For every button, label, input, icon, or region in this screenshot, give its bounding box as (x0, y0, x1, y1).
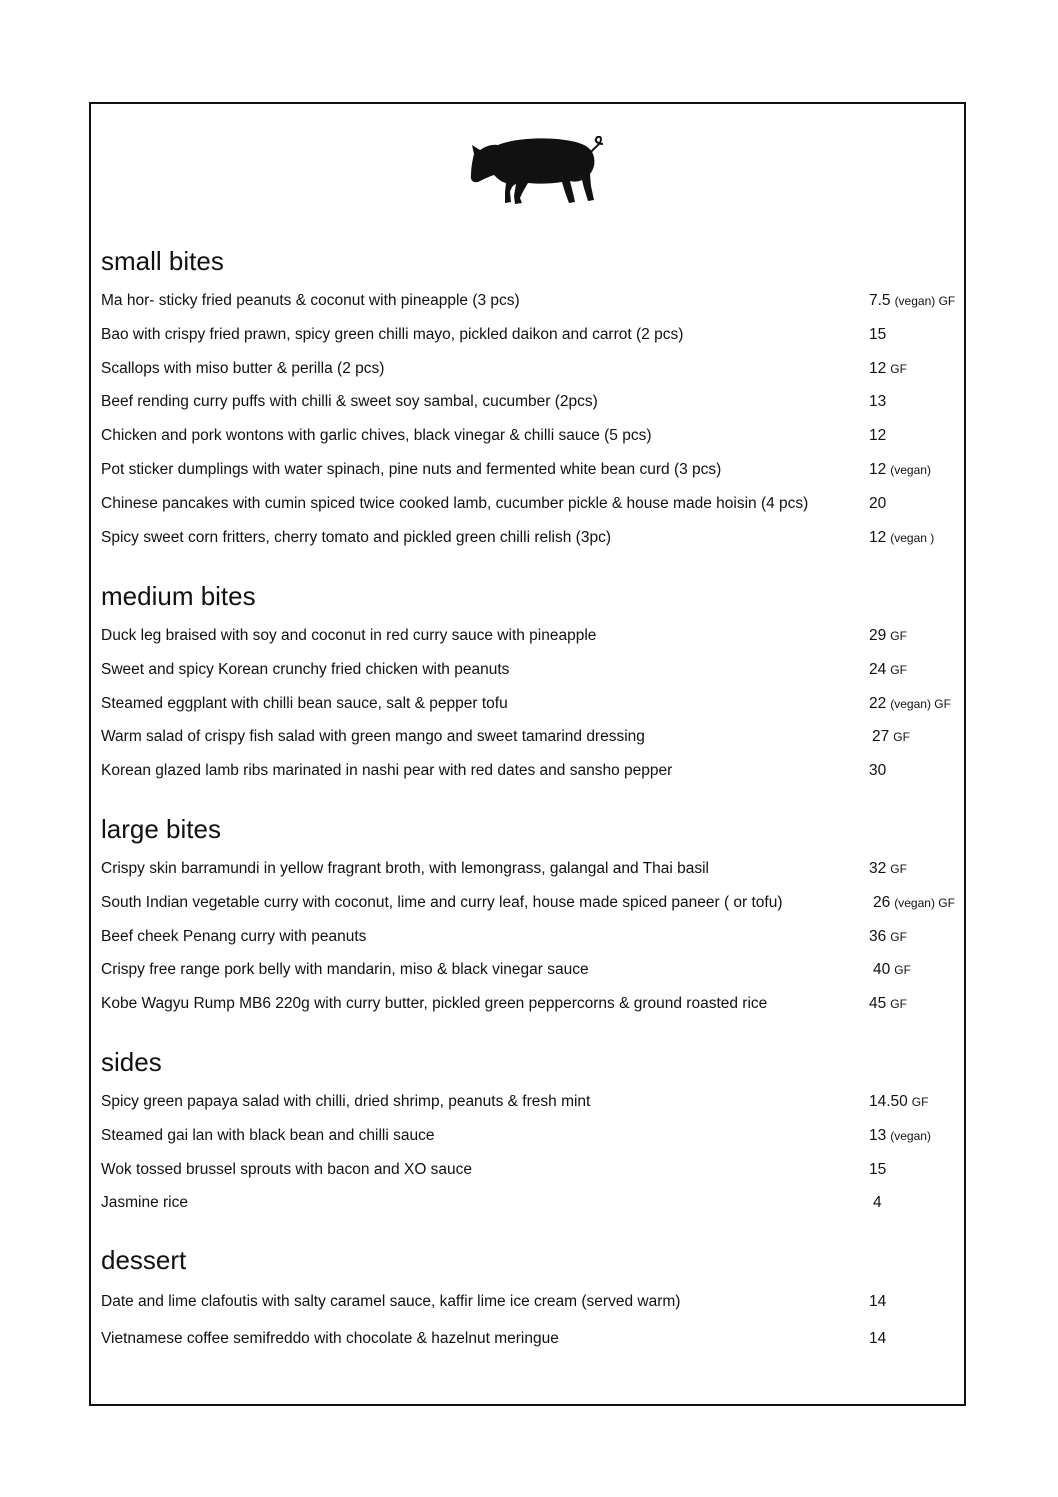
menu-item-price: 4 (873, 1194, 882, 1212)
menu-item-price: 29 GF (869, 627, 907, 644)
menu-item-name: Ma hor- sticky fried peanuts & coconut with pineapple (3 pcs) (101, 292, 520, 309)
menu-item-name: Pot sticker dumplings with water spinach, pine nuts and fermented white bean curd (3 pcs) (101, 460, 722, 478)
menu-item (101, 619, 961, 653)
menu-item-name: Sweet and spicy Korean crunchy fried chicken with peanuts (101, 660, 510, 678)
menu-item-name: Wok tossed brussel sprouts with bacon and XO sauce (101, 1160, 473, 1178)
menu-item-price: 14 (869, 1330, 887, 1347)
section-heading: medium bites (101, 581, 256, 611)
section-heading: small bites (101, 246, 224, 276)
menu-item-name: Warm salad of crispy fish salad with green mango and sweet tamarind dressing (101, 728, 645, 746)
menu-item-name: Crispy free range pork belly with mandarin, miso & black vinegar sauce (101, 961, 589, 979)
menu-item-name: Bao with crispy fried prawn, spicy green chilli mayo, pickled daikon and carrot (2 pcs) (101, 325, 684, 343)
section-heading: dessert (101, 1245, 187, 1275)
menu-item-name: Vietnamese coffee semifreddo with chocolate & hazelnut meringue (101, 1330, 559, 1347)
menu-item (101, 886, 961, 920)
pig-icon (470, 136, 606, 206)
menu-item (101, 987, 961, 1021)
menu-item (101, 687, 961, 721)
menu-item-price: 24 GF (869, 660, 907, 678)
menu-item-price: 20 (869, 494, 887, 512)
menu-section (101, 812, 961, 1021)
menu-item (101, 453, 961, 487)
menu-item-name: Beef cheek Penang curry with peanuts (101, 927, 367, 945)
menu-item-name: Spicy sweet corn fritters, cherry tomato and pickled green chilli relish (3pc) (101, 528, 611, 546)
menu-item-name: Kobe Wagyu Rump MB6 220g with curry butter, pickled green peppercorns & ground roasted rice (101, 995, 768, 1013)
menu-item-price: 7.5 (vegan) GF (869, 292, 956, 309)
menu-section (101, 244, 961, 554)
menu-item (101, 653, 961, 687)
menu-item-price: 40 GF (873, 961, 911, 979)
menu-item (101, 1119, 961, 1153)
menu-item (101, 852, 961, 886)
menu-item (101, 352, 961, 386)
menu-item-name: Duck leg braised with soy and coconut in red curry sauce with pineapple (101, 627, 597, 644)
menu-item (101, 419, 961, 453)
menu-item-price: 15 (869, 1160, 887, 1178)
menu-item-price: 30 (869, 762, 887, 780)
menu-item (101, 920, 961, 954)
menu-item-price: 12 (vegan ) (869, 528, 935, 546)
menu-item-name: Steamed eggplant with chilli bean sauce, salt & pepper tofu (101, 694, 508, 712)
menu-item-price: 26 (vegan) GF (873, 893, 955, 911)
menu-item (101, 318, 961, 352)
menu-item (101, 1283, 961, 1320)
menu-item-price: 14.50 GF (869, 1093, 929, 1110)
menu-item-price: 15 (869, 325, 887, 343)
menu-item (101, 953, 961, 987)
menu-item (101, 720, 961, 754)
menu-item-price: 27 GF (872, 728, 910, 746)
menu-item (101, 284, 961, 318)
menu-item-price: 13 (vegan) (869, 1126, 931, 1144)
menu-section (101, 579, 961, 788)
menu-item-name: Jasmine rice (101, 1194, 188, 1212)
menu-item-price: 36 GF (869, 927, 907, 945)
menu-item-name: Steamed gai lan with black bean and chilli sauce (101, 1126, 435, 1144)
section-heading: large bites (101, 814, 221, 844)
menu-item-name: Korean glazed lamb ribs marinated in nashi pear with red dates and sansho pepper (101, 762, 673, 780)
menu-item-name: Chicken and pork wontons with garlic chives, black vinegar & chilli sauce (5 pcs) (101, 427, 652, 445)
menu-item-price: 12 (869, 427, 887, 445)
menu-item-price: 45 GF (869, 995, 907, 1013)
menu-section (101, 1045, 961, 1220)
menu-item-price: 14 (869, 1293, 887, 1310)
menu-item-name: Scallops with miso butter & perilla (2 pcs) (101, 359, 385, 377)
menu-item-price: 22 (vegan) GF (869, 694, 951, 712)
menu-item-name: Beef rending curry puffs with chilli & sweet soy sambal, cucumber (2pcs) (101, 393, 598, 411)
menu-item-price: 12 GF (869, 359, 907, 377)
menu-item-name: Spicy green papaya salad with chilli, dried shrimp, peanuts & fresh mint (101, 1093, 591, 1110)
menu-item (101, 1085, 961, 1119)
menu-item-name: Crispy skin barramundi in yellow fragrant broth, with lemongrass, galangal and Thai basil (101, 860, 709, 877)
menu-item-price: 13 (869, 393, 887, 411)
menu-item (101, 1320, 961, 1357)
menu-item-price: 32 GF (869, 860, 907, 877)
menu-item (101, 1153, 961, 1187)
menu-item (101, 1186, 961, 1220)
menu-item-name: Chinese pancakes with cumin spiced twice cooked lamb, cucumber pickle & house made hoisin (4 pcs) (101, 494, 809, 512)
menu-item (101, 754, 961, 788)
menu-item (101, 487, 961, 521)
menu-section (101, 1243, 961, 1357)
menu-item-price: 12 (vegan) (869, 460, 931, 478)
menu-item (101, 521, 961, 555)
menu-item-name: Date and lime clafoutis with salty caramel sauce, kaffir lime ice cream (served warm) (101, 1293, 681, 1310)
menu-item-name: South Indian vegetable curry with coconut, lime and curry leaf, house made spiced paneer ( or tofu) (101, 893, 783, 911)
section-heading: sides (101, 1047, 162, 1077)
menu-item (101, 385, 961, 419)
